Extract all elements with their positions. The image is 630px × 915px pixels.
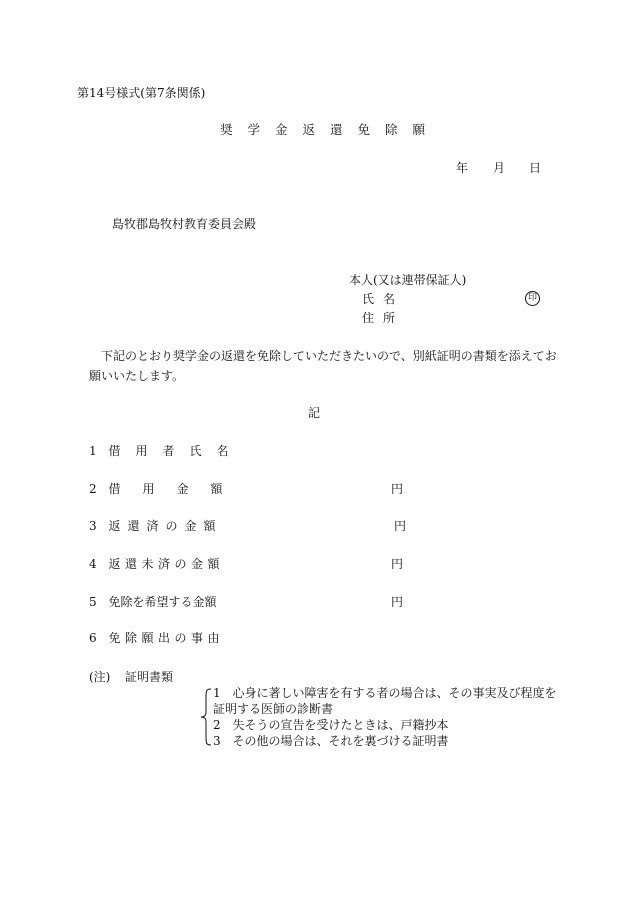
form-number: 第14号様式(第7条関係) xyxy=(77,86,206,100)
ki-heading: 記 xyxy=(308,406,321,420)
note-heading: 証明書類 xyxy=(125,670,174,684)
applicant-heading: 本人(又は連帯保証人) xyxy=(349,273,467,287)
list-item xyxy=(89,520,222,532)
note-entry-text: 失そうの宣告を受けたときは、戸籍抄本 xyxy=(232,718,449,732)
applicant-address-label: 住所 xyxy=(362,311,405,325)
date-year: 年 xyxy=(456,161,469,175)
item-label: 借用者氏名 xyxy=(108,444,244,458)
date-month: 月 xyxy=(493,161,506,175)
list-item xyxy=(89,632,224,644)
item-label: 免除願出の事由 xyxy=(108,631,224,645)
item-number: 4 xyxy=(89,557,97,571)
item-number: 5 xyxy=(89,595,97,609)
form-title: 奨学金返還免除願 xyxy=(220,122,441,137)
note-label: (注) xyxy=(89,670,111,684)
seal-mark: 印 xyxy=(525,291,540,306)
list-item xyxy=(89,445,243,457)
body-text-line-1: 下記のとおり奨学金の返還を免除していただきたいので、別紙証明の書類を添えてお xyxy=(101,349,557,363)
item-unit: 円 xyxy=(391,595,404,609)
body-text-line-2: 願いいたします。 xyxy=(89,369,185,383)
applicant-name-label: 氏名 xyxy=(362,292,405,306)
item-label: 返還未済の金額 xyxy=(108,557,224,571)
list-item xyxy=(89,596,216,608)
note-entry-text: 証明する医師の診断書 xyxy=(213,702,334,716)
note-entry xyxy=(213,719,448,731)
note-entry-number: 3 xyxy=(213,734,221,748)
item-unit: 円 xyxy=(394,519,407,533)
item-unit: 円 xyxy=(391,557,404,571)
note-entry xyxy=(213,735,448,747)
item-label: 借用金額 xyxy=(108,482,245,496)
item-number: 3 xyxy=(89,519,97,533)
item-unit: 円 xyxy=(391,482,404,496)
addressee: 島牧郡島牧村教育委員会殿 xyxy=(112,217,257,231)
curly-brace-icon xyxy=(200,688,212,746)
item-number: 1 xyxy=(89,444,97,458)
item-number: 6 xyxy=(89,631,97,645)
item-label: 返還済の金額 xyxy=(108,519,223,533)
list-item xyxy=(89,558,224,570)
date-day: 日 xyxy=(529,161,542,175)
list-item xyxy=(89,483,244,495)
note-entry xyxy=(213,687,556,699)
item-number: 2 xyxy=(89,482,97,496)
note-entry xyxy=(213,703,333,715)
note-entry-number: 1 xyxy=(213,686,221,700)
note-entry-number: 2 xyxy=(213,718,221,732)
item-label: 免除を希望する金額 xyxy=(108,595,217,609)
note-entry-text: その他の場合は、それを裏づける証明書 xyxy=(232,734,449,748)
note-entry-text: 心身に著しい障害を有する者の場合は、その事実及び程度を xyxy=(232,686,557,700)
